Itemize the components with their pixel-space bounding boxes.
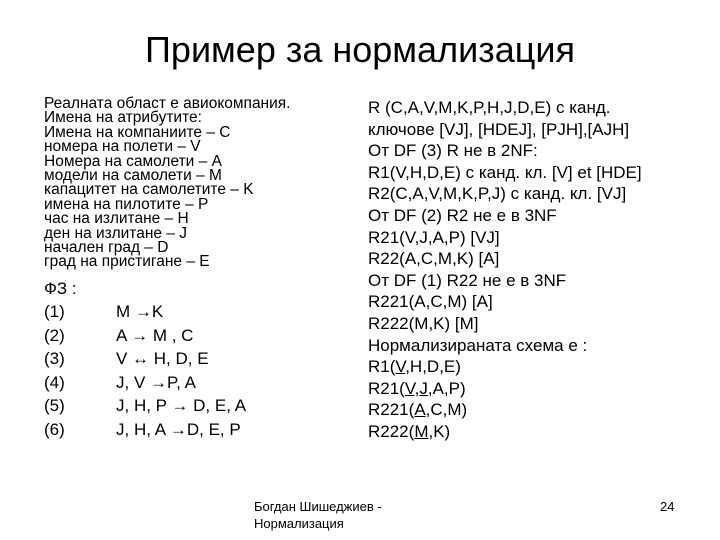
- step-line: От DF (2) R2 не е в 3NF: [368, 205, 557, 225]
- description-line: град на пристигане – E: [44, 253, 210, 271]
- relation-prefix: R1(: [368, 357, 396, 377]
- step-line: R222(M,K) [M]: [368, 313, 479, 333]
- description-line: Имена на компаниите – C: [44, 123, 231, 141]
- relation-rest: ,A,P): [427, 378, 466, 398]
- normalization-steps: [368, 97, 688, 443]
- fd-number: (2): [44, 325, 65, 345]
- fd-label: ФЗ :: [44, 279, 77, 298]
- relation-key: M: [414, 421, 429, 441]
- description-line: Имена на атрибутите:: [44, 109, 202, 127]
- functional-dependency-list: [44, 300, 344, 442]
- relation-rest: ,C,M): [425, 400, 468, 420]
- fd-number: (4): [44, 372, 65, 392]
- step-line: От DF (3) R не в 2NF:: [368, 141, 538, 161]
- step-line: R22(A,C,M,K) [A]: [368, 249, 500, 269]
- description-line: модели на самолети – M: [44, 167, 222, 185]
- step-line: R1(V,H,D,E) с канд. кл. [V] et [HDE]: [368, 162, 642, 182]
- footer-author: [254, 498, 454, 532]
- footer-topic-line: Нормализация: [254, 516, 344, 531]
- step-line: Нормализираната схема е :: [368, 335, 588, 355]
- relation-prefix: R222(: [368, 421, 415, 441]
- description-line: капацитет на самолетите – K: [44, 181, 254, 199]
- step-line: R21(V,J,A,P) [VJ]: [368, 227, 500, 247]
- slide-title: Пример за нормализация: [145, 29, 575, 70]
- description-line: час на излитане – H: [44, 210, 189, 228]
- final-relation-r221: [368, 399, 688, 421]
- fd-expression: J, H, P → D, E, A: [116, 396, 247, 416]
- relation-key: V: [395, 357, 406, 377]
- description-line: имена на пилотите – P: [44, 195, 209, 213]
- description-line: номера на полети – V: [44, 138, 201, 156]
- relation-rest: ,H,D,E): [405, 357, 461, 377]
- relation-rest: ,K): [428, 421, 451, 441]
- description-line: начален град – D: [44, 239, 169, 257]
- step-line: От DF (1) R22 не е в 3NF: [368, 270, 567, 290]
- final-relation-r222: [368, 421, 688, 443]
- fd-expression: V ↔ H, D, E: [116, 349, 209, 369]
- relation-prefix: R21(: [368, 378, 405, 398]
- fd-number: (5): [44, 396, 65, 416]
- fd-number: (1): [44, 302, 65, 321]
- relation-prefix: R221(: [368, 400, 415, 420]
- fd-number: (3): [44, 349, 65, 369]
- relation-key: V,J: [404, 378, 428, 398]
- step-line: R221(A,C,M) [A]: [368, 292, 493, 312]
- fd-row: [44, 371, 344, 395]
- fd-expression: A → M , C: [116, 325, 194, 345]
- fd-expression: J, H, A →D, E, P: [116, 419, 241, 439]
- final-relation-r21: [368, 378, 688, 400]
- fd-expression: J, V →P, A: [116, 372, 197, 392]
- fd-row: [44, 300, 344, 324]
- attribute-description: [44, 97, 354, 270]
- page-number: 24: [660, 499, 675, 514]
- description-line: Номера на самолети – A: [44, 152, 222, 170]
- description-line: ден на излитане – J: [44, 224, 188, 242]
- fd-row: [44, 324, 344, 348]
- relation-key: A: [414, 400, 426, 420]
- step-line: R (C,A,V,M,K,P,H,J,D,E) с канд.: [368, 98, 611, 117]
- fd-expression: M →K: [116, 302, 164, 321]
- step-line: R2(C,A,V,M,K,P,J) с канд. кл. [VJ]: [368, 184, 627, 204]
- fd-row: [44, 347, 344, 371]
- step-line: ключове [VJ], [HDEJ], [PJH],[AJH]: [368, 119, 630, 139]
- fd-row: [44, 418, 344, 442]
- fd-number: (6): [44, 419, 65, 439]
- footer-author-line: Богдан Шишеджиев -: [254, 499, 382, 514]
- fd-row: [44, 394, 344, 418]
- description-line: Реалната област е авиокомпания.: [44, 95, 291, 112]
- final-relation-r1: [368, 356, 688, 378]
